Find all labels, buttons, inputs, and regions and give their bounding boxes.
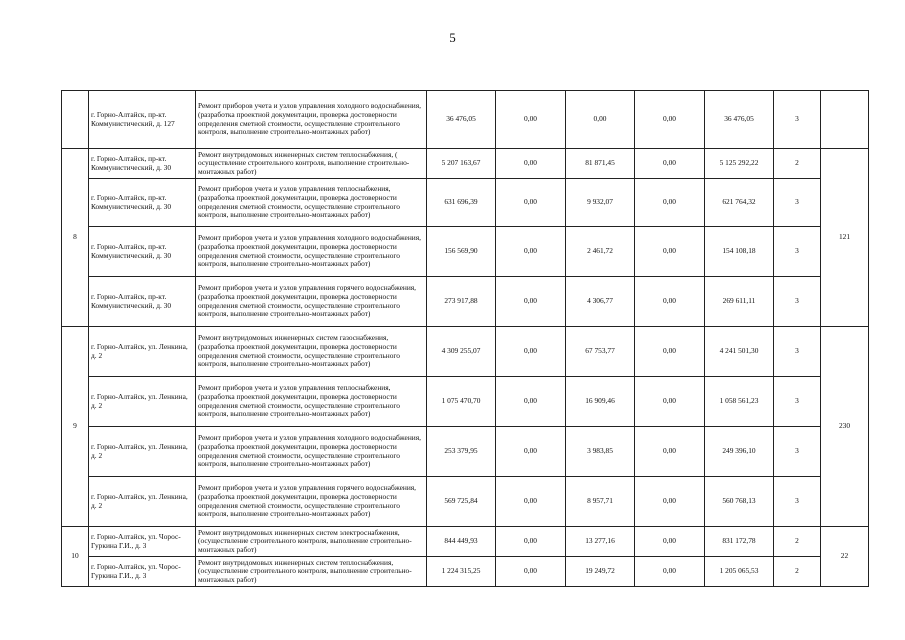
address-cell: г. Горно-Алтайск, ул. Ленкина, д. 2	[89, 427, 196, 477]
table-row	[62, 557, 869, 587]
address-cell: г. Горно-Алтайск, пр-кт. Коммунистический, д. 30	[89, 277, 196, 327]
work-description-cell: Ремонт внутридомовых инженерных систем газоснабжения, (разработка проектной документации, проверка достоверности определения сметной стоимости, осуществление строительного контроля, выполнение строительно-монтажных работ)	[196, 327, 427, 377]
address-cell: г. Горно-Алтайск, пр-кт. Коммунистический, д. 30	[89, 149, 196, 179]
cost-owners-cell: 1 058 561,23	[705, 377, 774, 427]
years-cell: 2	[774, 527, 821, 557]
row-number-cell	[62, 91, 89, 149]
cost-local-cell: 0,00	[635, 427, 705, 477]
cost-budget-cell: 0,00	[566, 91, 635, 149]
years-cell: 3	[774, 377, 821, 427]
cost-total-cell: 156 569,90	[427, 227, 496, 277]
cost-budget-cell: 13 277,16	[566, 527, 635, 557]
cost-fund-cell: 0,00	[496, 557, 566, 587]
cost-budget-cell: 67 753,77	[566, 327, 635, 377]
address-cell: г. Горно-Алтайск, ул. Чорос-Гуркина Г.И., д. 3	[89, 557, 196, 587]
cost-owners-cell: 36 476,05	[705, 91, 774, 149]
cost-owners-cell: 249 396,10	[705, 427, 774, 477]
work-description-cell: Ремонт приборов учета и узлов управления теплоснабжения, (разработка проектной документации, проверка достоверности определения сметной стоимости, осуществление строительного контроля, выполнение строительно-монтажных работ)	[196, 377, 427, 427]
years-cell: 3	[774, 277, 821, 327]
work-description-cell: Ремонт приборов учета и узлов управления горячего водоснабжения, (разработка проектной документации, проверка достоверности определения сметной стоимости, осуществление строительного контроля, выполнение строительно-монтажных работ)	[196, 277, 427, 327]
cost-budget-cell: 19 249,72	[566, 557, 635, 587]
table-row	[62, 227, 869, 277]
address-cell: г. Горно-Алтайск, ул. Ленкина, д. 2	[89, 327, 196, 377]
address-cell: г. Горно-Алтайск, ул. Чорос-Гуркина Г.И., д. 3	[89, 527, 196, 557]
cost-local-cell: 0,00	[635, 179, 705, 227]
cost-total-cell: 569 725,84	[427, 477, 496, 527]
group-total-cell	[821, 91, 869, 149]
cost-local-cell: 0,00	[635, 227, 705, 277]
cost-total-cell: 5 207 163,67	[427, 149, 496, 179]
cost-owners-cell: 269 611,11	[705, 277, 774, 327]
cost-total-cell: 1 075 470,70	[427, 377, 496, 427]
cost-total-cell: 4 309 255,07	[427, 327, 496, 377]
cost-total-cell: 253 379,95	[427, 427, 496, 477]
cost-total-cell: 1 224 315,25	[427, 557, 496, 587]
work-description-cell: Ремонт внутридомовых инженерных систем теплоснабжения, (осуществление строительного контроля, выполнение строительно-монтажных работ)	[196, 557, 427, 587]
table-row	[62, 179, 869, 227]
work-description-cell: Ремонт внутридомовых инженерных систем электроснабжения, (осуществление строительного контроля, выполнение строительно-монтажных работ)	[196, 527, 427, 557]
years-cell: 3	[774, 327, 821, 377]
years-cell: 2	[774, 149, 821, 179]
work-description-cell: Ремонт внутридомовых инженерных систем теплоснабжения, ( осуществление строительного контроля, выполнение строительно-монтажных работ)	[196, 149, 427, 179]
cost-fund-cell: 0,00	[496, 227, 566, 277]
cost-budget-cell: 8 957,71	[566, 477, 635, 527]
cost-local-cell: 0,00	[635, 327, 705, 377]
table-row	[62, 327, 869, 377]
cost-total-cell: 36 476,05	[427, 91, 496, 149]
address-cell: г. Горно-Алтайск, ул. Ленкина, д. 2	[89, 477, 196, 527]
work-description-cell: Ремонт приборов учета и узлов управления холодного водоснабжения, (разработка проектной документации, проверка достоверности определения сметной стоимости, осуществление строительного контроля, выполнение строительно-монтажных работ)	[196, 427, 427, 477]
cost-budget-cell: 3 983,85	[566, 427, 635, 477]
row-number-cell: 8	[62, 149, 89, 327]
cost-owners-cell: 5 125 292,22	[705, 149, 774, 179]
table-row	[62, 149, 869, 179]
table-row	[62, 477, 869, 527]
cost-fund-cell: 0,00	[496, 527, 566, 557]
repair-works-table	[61, 90, 869, 587]
years-cell: 3	[774, 91, 821, 149]
table-row	[62, 377, 869, 427]
cost-local-cell: 0,00	[635, 377, 705, 427]
cost-owners-cell: 4 241 501,30	[705, 327, 774, 377]
group-total-cell: 121	[821, 149, 869, 327]
work-description-cell: Ремонт приборов учета и узлов управления холодного водоснабжения, (разработка проектной документации, проверка достоверности определения сметной стоимости, осуществление строительного контроля, выполнение строительно-монтажных работ)	[196, 227, 427, 277]
table-row	[62, 277, 869, 327]
years-cell: 3	[774, 477, 821, 527]
cost-fund-cell: 0,00	[496, 477, 566, 527]
years-cell: 3	[774, 227, 821, 277]
work-description-cell: Ремонт приборов учета и узлов управления теплоснабжения, (разработка проектной документации, проверка достоверности определения сметной стоимости, осуществление строительного контроля, выполнение строительно-монтажных работ)	[196, 179, 427, 227]
cost-budget-cell: 16 909,46	[566, 377, 635, 427]
cost-local-cell: 0,00	[635, 527, 705, 557]
cost-owners-cell: 1 205 065,53	[705, 557, 774, 587]
address-cell: г. Горно-Алтайск, ул. Ленкина, д. 2	[89, 377, 196, 427]
cost-local-cell: 0,00	[635, 91, 705, 149]
cost-fund-cell: 0,00	[496, 327, 566, 377]
cost-total-cell: 273 917,88	[427, 277, 496, 327]
cost-local-cell: 0,00	[635, 277, 705, 327]
table-body	[62, 91, 869, 587]
table-row	[62, 91, 869, 149]
cost-fund-cell: 0,00	[496, 277, 566, 327]
cost-fund-cell: 0,00	[496, 179, 566, 227]
cost-budget-cell: 81 871,45	[566, 149, 635, 179]
cost-local-cell: 0,00	[635, 557, 705, 587]
group-total-cell: 22	[821, 527, 869, 587]
work-description-cell: Ремонт приборов учета и узлов управления горячего водоснабжения, (разработка проектной документации, проверка достоверности определения сметной стоимости, осуществление строительного контроля, выполнение строительно-монтажных работ)	[196, 477, 427, 527]
cost-fund-cell: 0,00	[496, 91, 566, 149]
cost-total-cell: 844 449,93	[427, 527, 496, 557]
cost-owners-cell: 560 768,13	[705, 477, 774, 527]
cost-budget-cell: 9 932,07	[566, 179, 635, 227]
cost-fund-cell: 0,00	[496, 427, 566, 477]
table-row	[62, 427, 869, 477]
address-cell: г. Горно-Алтайск, пр-кт. Коммунистический, д. 30	[89, 179, 196, 227]
cost-budget-cell: 2 461,72	[566, 227, 635, 277]
years-cell: 2	[774, 557, 821, 587]
cost-total-cell: 631 696,39	[427, 179, 496, 227]
address-cell: г. Горно-Алтайск, пр-кт. Коммунистический, д. 30	[89, 227, 196, 277]
row-number-cell: 10	[62, 527, 89, 587]
work-description-cell: Ремонт приборов учета и узлов управления холодного водоснабжения, (разработка проектной документации, проверка достоверности определения сметной стоимости, осуществление строительного контроля, выполнение строительно-монтажных работ)	[196, 91, 427, 149]
cost-fund-cell: 0,00	[496, 149, 566, 179]
cost-owners-cell: 831 172,78	[705, 527, 774, 557]
cost-local-cell: 0,00	[635, 477, 705, 527]
years-cell: 3	[774, 179, 821, 227]
group-total-cell: 230	[821, 327, 869, 527]
years-cell: 3	[774, 427, 821, 477]
page-number: 5	[449, 30, 456, 45]
cost-local-cell: 0,00	[635, 149, 705, 179]
cost-owners-cell: 621 764,32	[705, 179, 774, 227]
address-cell: г. Горно-Алтайск, пр-кт. Коммунистический, д. 127	[89, 91, 196, 149]
cost-fund-cell: 0,00	[496, 377, 566, 427]
row-number-cell: 9	[62, 327, 89, 527]
table-row	[62, 527, 869, 557]
cost-owners-cell: 154 108,18	[705, 227, 774, 277]
cost-budget-cell: 4 306,77	[566, 277, 635, 327]
